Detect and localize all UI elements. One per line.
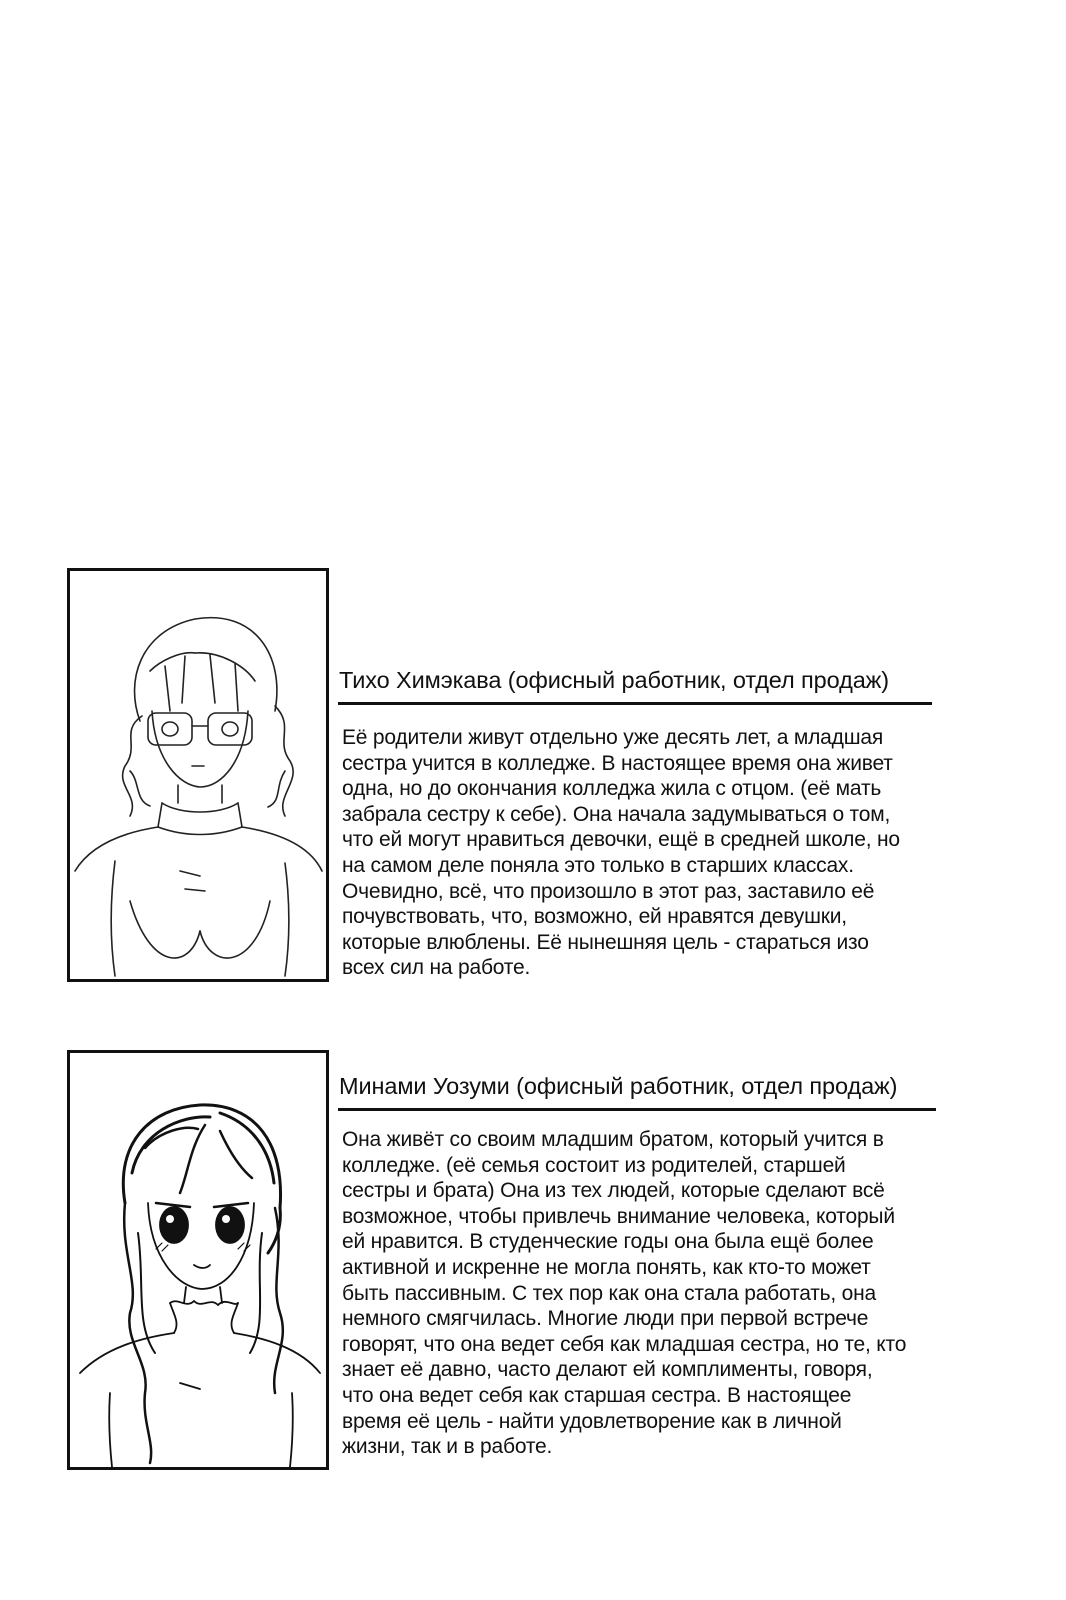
bio-line: знает её давно, часто делают ей комплименты, говоря, xyxy=(342,1358,873,1382)
bio-line: возможное, чтобы привлечь внимание человека, который xyxy=(342,1204,895,1228)
character-bio xyxy=(338,1127,958,1460)
bio-line: что ей могут нравиться девочки, ещё в средней школе, но xyxy=(342,828,900,852)
bio-line: Очевидно, всё, что произошло в этот раз, заставило её xyxy=(342,879,875,903)
bio-line: одна, но до окончания колледжа жила с отцом. (её мать xyxy=(342,777,882,801)
bio-line: говорят, что она ведет себя как младшая сестра, но те, кто xyxy=(342,1332,907,1356)
bio-line: которые влюблены. Её нынешняя цель - стараться изо xyxy=(342,930,869,954)
bio-line: Она живёт со своим младшим братом, который учится в xyxy=(342,1128,884,1151)
character-profile-chiho xyxy=(0,568,1066,988)
bio-line: ей нравится. В студенческие годы она была ещё более xyxy=(342,1230,874,1254)
bio-line: забрала сестру к себе). Она начала задумываться о том, xyxy=(342,802,891,826)
character-name: Тихо Химэкава (офисный работник, отдел продаж) xyxy=(339,667,890,693)
bio-line: активной и искренне не могла понять, как кто-то может xyxy=(342,1255,871,1279)
character-bio xyxy=(338,725,958,981)
bio-line: колледже. (её семья состоит из родителей, старшей xyxy=(342,1153,846,1177)
bio-line: время её цель - найти удовлетворение как в личной xyxy=(342,1409,842,1433)
character-info-minami xyxy=(338,1070,958,1460)
character-profile-minami xyxy=(0,1060,1066,1485)
bio-line: сестры и брата) Она из тех людей, которые сделают всё xyxy=(342,1179,885,1203)
bio-line: Её родители живут отдельно уже десять лет, а младшая xyxy=(342,726,884,749)
bio-line: быть пассивным. С тех пор как она стала работать, она xyxy=(342,1281,877,1305)
divider-line xyxy=(338,1108,936,1111)
bio-line: что она ведет себя как старшая сестра. В настоящее xyxy=(342,1383,852,1407)
bio-line: жизни, так и в работе. xyxy=(342,1435,553,1459)
divider-line xyxy=(338,702,932,705)
character-portrait-minami xyxy=(67,1050,329,1470)
character-info-chiho xyxy=(338,664,958,981)
bio-line: на самом деле поняла это только в старших классах. xyxy=(342,853,854,877)
character-portrait-chiho xyxy=(67,568,329,982)
bio-line: почувствовать, что, возможно, ей нравятся девушки, xyxy=(342,905,847,929)
character-name: Минами Уозуми (офисный работник, отдел продаж) xyxy=(339,1073,898,1099)
bio-line: всех сил на работе. xyxy=(342,956,531,980)
bio-line: сестра учится в колледже. В настоящее время она живет xyxy=(342,751,893,775)
bio-line: немного смягчилась. Многие люди при первой встрече xyxy=(342,1307,869,1331)
